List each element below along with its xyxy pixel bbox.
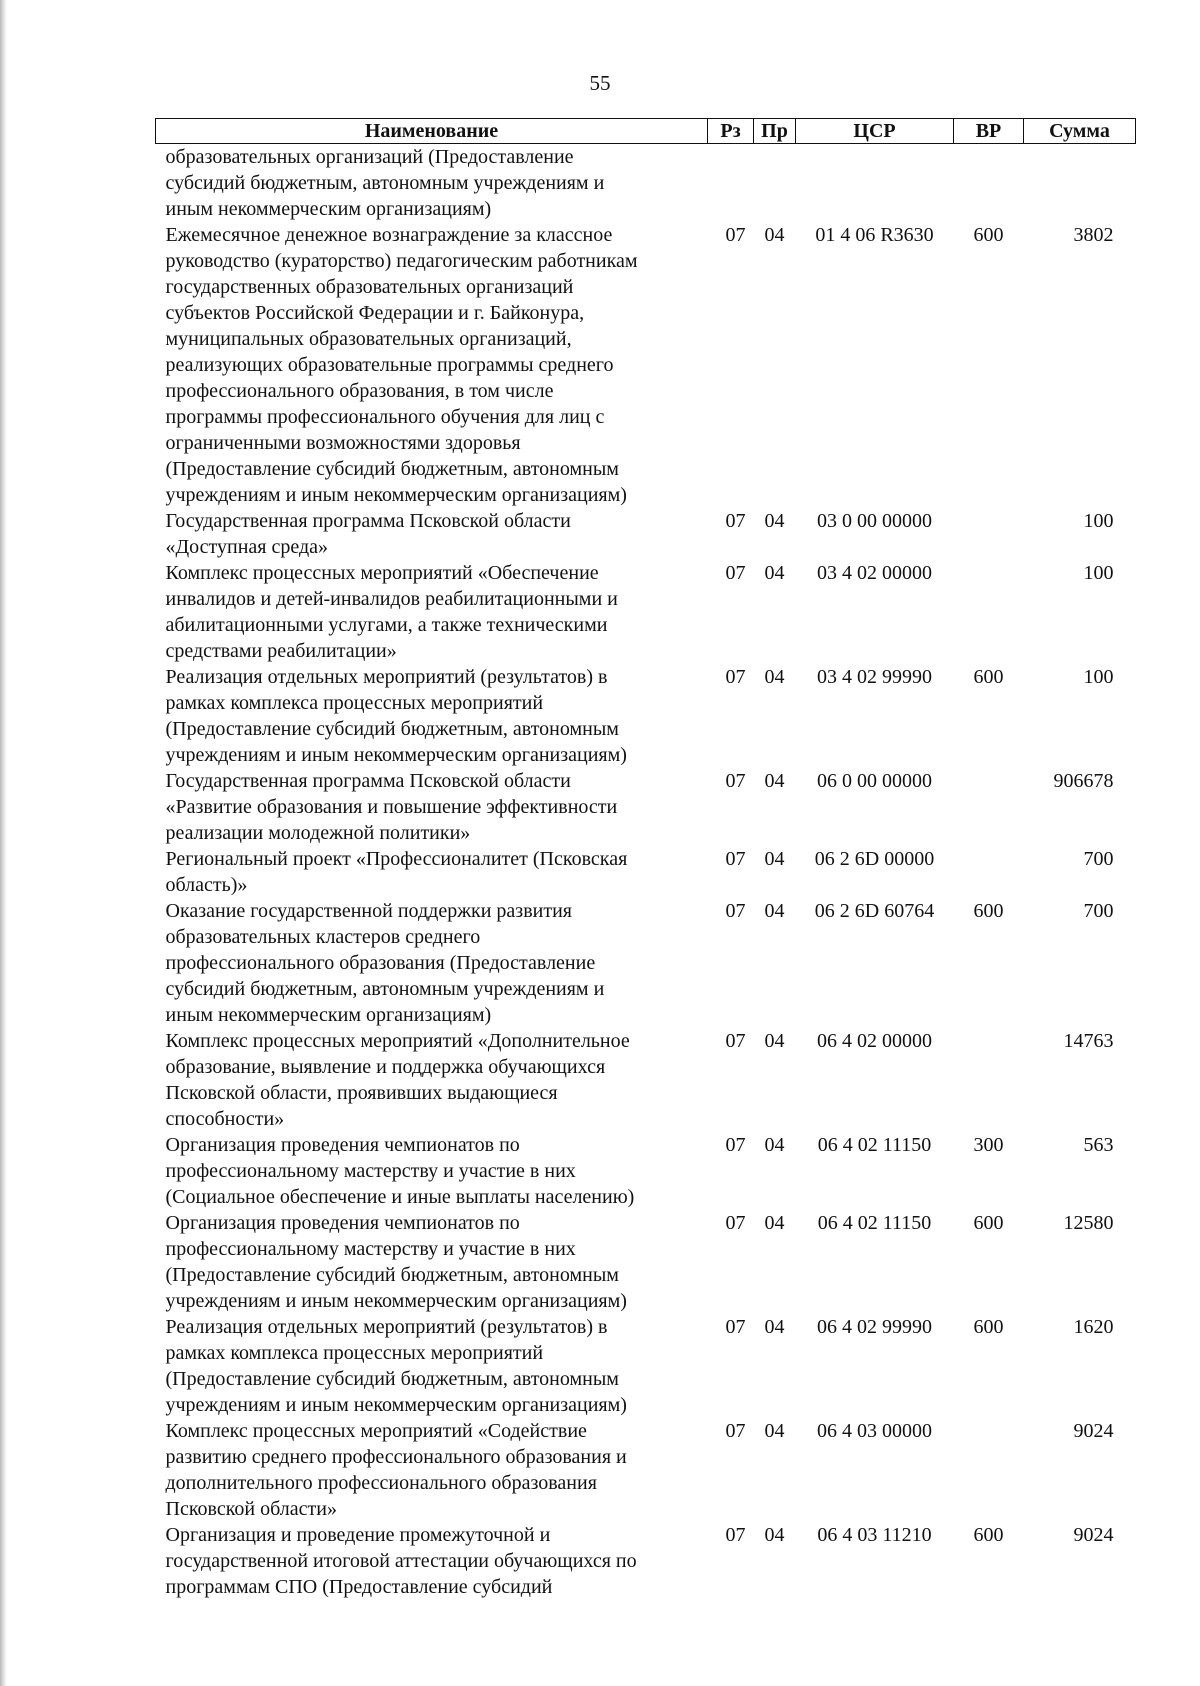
scan-edge (0, 0, 7, 1686)
row-name-line: область)» (165, 874, 248, 896)
row-rz: 07 (725, 900, 746, 922)
row-name-line: (Предоставление субсидий бюджетным, автономным (165, 1368, 619, 1390)
row-name-line: Региональный проект «Профессионалитет (Псковская (165, 848, 628, 870)
row-pr: 04 (764, 1420, 785, 1442)
row-csr: 06 4 02 11150 (817, 1212, 932, 1234)
row-name-line: способности» (165, 1108, 285, 1130)
row-name-line: Псковской области» (165, 1498, 337, 1520)
row-name (156, 508, 708, 560)
row-csr: 06 4 03 00000 (817, 1420, 932, 1442)
row-name (156, 664, 708, 768)
row-csr: 03 0 00 00000 (817, 510, 932, 532)
row-name (156, 768, 708, 846)
table-row (156, 768, 1136, 846)
row-name (156, 222, 708, 508)
row-name (156, 1132, 708, 1210)
row-rz: 07 (725, 666, 746, 688)
row-name-line: (Предоставление субсидий бюджетным, автономным (165, 1264, 619, 1286)
header-sum: Сумма (1024, 119, 1136, 144)
row-name-line: реализующих образовательные программы среднего (165, 354, 614, 376)
row-vr (954, 144, 1024, 223)
row-csr (796, 144, 954, 223)
row-name-line: образовательных кластеров среднего (165, 926, 481, 948)
row-name-line: Псковской области, проявивших выдающиеся (165, 1082, 558, 1104)
row-sum: 700 (1083, 848, 1114, 870)
budget-table (155, 118, 1136, 1600)
row-pr: 04 (764, 770, 785, 792)
row-rz: 07 (725, 848, 746, 870)
row-csr: 06 0 00 00000 (817, 770, 932, 792)
row-vr (954, 508, 1024, 560)
row-rz: 07 (725, 1030, 746, 1052)
row-name-line: Ежемесячное денежное вознаграждение за классное (165, 224, 613, 246)
row-name-line: абилитационными услугами, а также техническими (165, 614, 608, 636)
row-name-line: «Доступная среда» (165, 536, 329, 558)
row-name-line: рамках комплекса процессных мероприятий (165, 692, 544, 714)
row-pr: 04 (764, 562, 785, 584)
row-sum: 100 (1083, 562, 1114, 584)
header-vr: ВР (954, 119, 1024, 144)
row-name-line: учреждениям и иным некоммерческим организациям) (165, 484, 627, 506)
row-name-line: субсидий бюджетным, автономным учреждениям и (165, 172, 605, 194)
row-name-line: Реализация отдельных мероприятий (результатов) в (165, 666, 608, 688)
table-row (156, 1314, 1136, 1418)
row-csr: 06 4 02 99990 (817, 1316, 932, 1338)
row-vr: 600 (973, 1524, 1004, 1546)
table-row (156, 560, 1136, 664)
row-name-line: учреждениям и иным некоммерческим организациям) (165, 1394, 627, 1416)
row-name-line: Государственная программа Псковской области (165, 510, 571, 532)
row-name-line: Организация проведения чемпионатов по (165, 1134, 520, 1156)
row-name-line: профессиональному мастерству и участие в них (165, 1238, 576, 1260)
row-name-line: Комплекс процессных мероприятий «Содействие (165, 1420, 587, 1442)
row-name-line: Государственная программа Псковской области (165, 770, 571, 792)
row-sum: 14763 (1063, 1030, 1114, 1052)
row-rz (708, 144, 754, 223)
row-rz: 07 (725, 1420, 746, 1442)
table-row (156, 898, 1136, 1028)
row-csr: 06 4 02 11150 (817, 1134, 932, 1156)
row-name-line: (Социальное обеспечение и иные выплаты населению) (165, 1186, 635, 1208)
row-name-line: иным некоммерческим организациям) (165, 1004, 492, 1026)
row-name-line: реализации молодежной политики» (165, 822, 471, 844)
row-pr (754, 144, 796, 223)
row-name-line: учреждениям и иным некоммерческим организациям) (165, 744, 627, 766)
row-name-line: инвалидов и детей-инвалидов реабилитационными и (165, 588, 618, 610)
row-vr: 600 (973, 900, 1004, 922)
row-name-line: профессиональному мастерству и участие в них (165, 1160, 576, 1182)
row-rz: 07 (725, 1524, 746, 1546)
row-name-line: государственной итоговой аттестации обучающихся по (165, 1550, 637, 1572)
row-sum (1024, 144, 1136, 223)
row-sum: 563 (1083, 1134, 1114, 1156)
row-rz: 07 (725, 224, 746, 246)
row-rz: 07 (725, 1212, 746, 1234)
row-name-line: образовательных организаций (Предоставление (165, 146, 574, 168)
row-name-line: образование, выявление и поддержка обучающихся (165, 1056, 606, 1078)
row-name-line: средствами реабилитации» (165, 640, 397, 662)
header-rz: Рз (708, 119, 754, 144)
table-header (156, 119, 1136, 144)
table-row (156, 1418, 1136, 1522)
row-sum: 700 (1083, 900, 1114, 922)
row-name-line: Комплекс процессных мероприятий «Обеспечение (165, 562, 599, 584)
row-csr: 06 4 03 11210 (817, 1524, 932, 1546)
row-pr: 04 (764, 666, 785, 688)
row-name-line: субъектов Российской Федерации и г. Байконура, (165, 302, 585, 324)
header-row (156, 119, 1136, 144)
row-csr: 06 4 02 00000 (817, 1030, 932, 1052)
table-row (156, 1028, 1136, 1132)
row-vr (954, 1418, 1024, 1522)
row-pr: 04 (764, 224, 785, 246)
row-vr (954, 768, 1024, 846)
row-vr: 600 (973, 224, 1004, 246)
row-rz: 07 (725, 770, 746, 792)
row-sum: 9024 (1073, 1420, 1114, 1442)
row-csr: 03 4 02 99990 (817, 666, 932, 688)
row-name-line: развитию среднего профессионального образования и (165, 1446, 627, 1468)
row-name-line: профессионального образования (Предоставление (165, 952, 596, 974)
table-row (156, 1522, 1136, 1600)
row-vr (954, 846, 1024, 898)
header-pr: Пр (754, 119, 796, 144)
row-name (156, 144, 708, 223)
row-name-line: иным некоммерческим организациям) (165, 198, 492, 220)
row-vr: 600 (973, 1316, 1004, 1338)
row-name-line: руководство (кураторство) педагогическим работникам (165, 250, 638, 272)
row-sum: 9024 (1073, 1524, 1114, 1546)
row-rz: 07 (725, 1134, 746, 1156)
row-rz: 07 (725, 562, 746, 584)
row-sum: 100 (1083, 510, 1114, 532)
row-name (156, 1028, 708, 1132)
table-row (156, 1210, 1136, 1314)
row-csr: 03 4 02 00000 (817, 562, 932, 584)
table-row (156, 144, 1136, 223)
table-row (156, 222, 1136, 508)
page-number: 55 (589, 71, 611, 95)
row-name-line: Организация проведения чемпионатов по (165, 1212, 520, 1234)
row-vr: 600 (973, 666, 1004, 688)
row-sum: 1620 (1073, 1316, 1114, 1338)
table-body (156, 144, 1136, 1601)
row-pr: 04 (764, 1134, 785, 1156)
row-name-line: субсидий бюджетным, автономным учреждениям и (165, 978, 605, 1000)
row-rz: 07 (725, 510, 746, 532)
row-pr: 04 (764, 1212, 785, 1234)
row-rz: 07 (725, 1316, 746, 1338)
table-row (156, 1132, 1136, 1210)
row-name-line: рамках комплекса процессных мероприятий (165, 1342, 544, 1364)
row-name-line: Оказание государственной поддержки развития (165, 900, 572, 922)
row-name-line: (Предоставление субсидий бюджетным, автономным (165, 718, 619, 740)
header-name: Наименование (156, 119, 708, 144)
row-name-line: государственных образовательных организаций (165, 276, 574, 298)
row-csr: 01 4 06 R3630 (815, 224, 934, 246)
row-sum: 100 (1083, 666, 1114, 688)
row-pr: 04 (764, 900, 785, 922)
row-name-line: Организация и проведение промежуточной и (165, 1524, 551, 1546)
row-pr: 04 (764, 1524, 785, 1546)
row-csr: 06 2 6D 60764 (814, 900, 935, 922)
row-name (156, 1314, 708, 1418)
row-name-line: ограниченными возможностями здоровья (165, 432, 521, 454)
row-name-line: (Предоставление субсидий бюджетным, автономным (165, 458, 619, 480)
table-row (156, 664, 1136, 768)
row-name-line: муниципальных образовательных организаций, (165, 328, 572, 350)
row-vr (954, 560, 1024, 664)
row-pr: 04 (764, 1316, 785, 1338)
row-name-line: Комплекс процессных мероприятий «Дополнительное (165, 1030, 630, 1052)
header-csr: ЦСР (796, 119, 954, 144)
row-pr: 04 (764, 848, 785, 870)
row-name (156, 1210, 708, 1314)
table-row (156, 846, 1136, 898)
row-name-line: Реализация отдельных мероприятий (результатов) в (165, 1316, 608, 1338)
row-name (156, 846, 708, 898)
row-vr: 300 (973, 1134, 1004, 1156)
row-sum: 3802 (1073, 224, 1114, 246)
row-name-line: профессионального образования, в том числе (165, 380, 554, 402)
row-pr: 04 (764, 510, 785, 532)
row-name-line: учреждениям и иным некоммерческим организациям) (165, 1290, 627, 1312)
row-vr: 600 (973, 1212, 1004, 1234)
row-name-line: дополнительного профессионального образования (165, 1472, 597, 1494)
row-name (156, 1522, 708, 1600)
table-row (156, 508, 1136, 560)
row-sum: 12580 (1063, 1212, 1114, 1234)
row-sum: 906678 (1053, 770, 1114, 792)
row-name (156, 1418, 708, 1522)
row-name-line: программам СПО (Предоставление субсидий (165, 1576, 553, 1598)
row-name (156, 560, 708, 664)
row-name (156, 898, 708, 1028)
row-name-line: программы профессионального обучения для лиц с (165, 406, 605, 428)
row-csr: 06 2 6D 00000 (814, 848, 935, 870)
row-vr (954, 1028, 1024, 1132)
row-name-line: «Развитие образования и повышение эффективности (165, 796, 618, 818)
row-pr: 04 (764, 1030, 785, 1052)
